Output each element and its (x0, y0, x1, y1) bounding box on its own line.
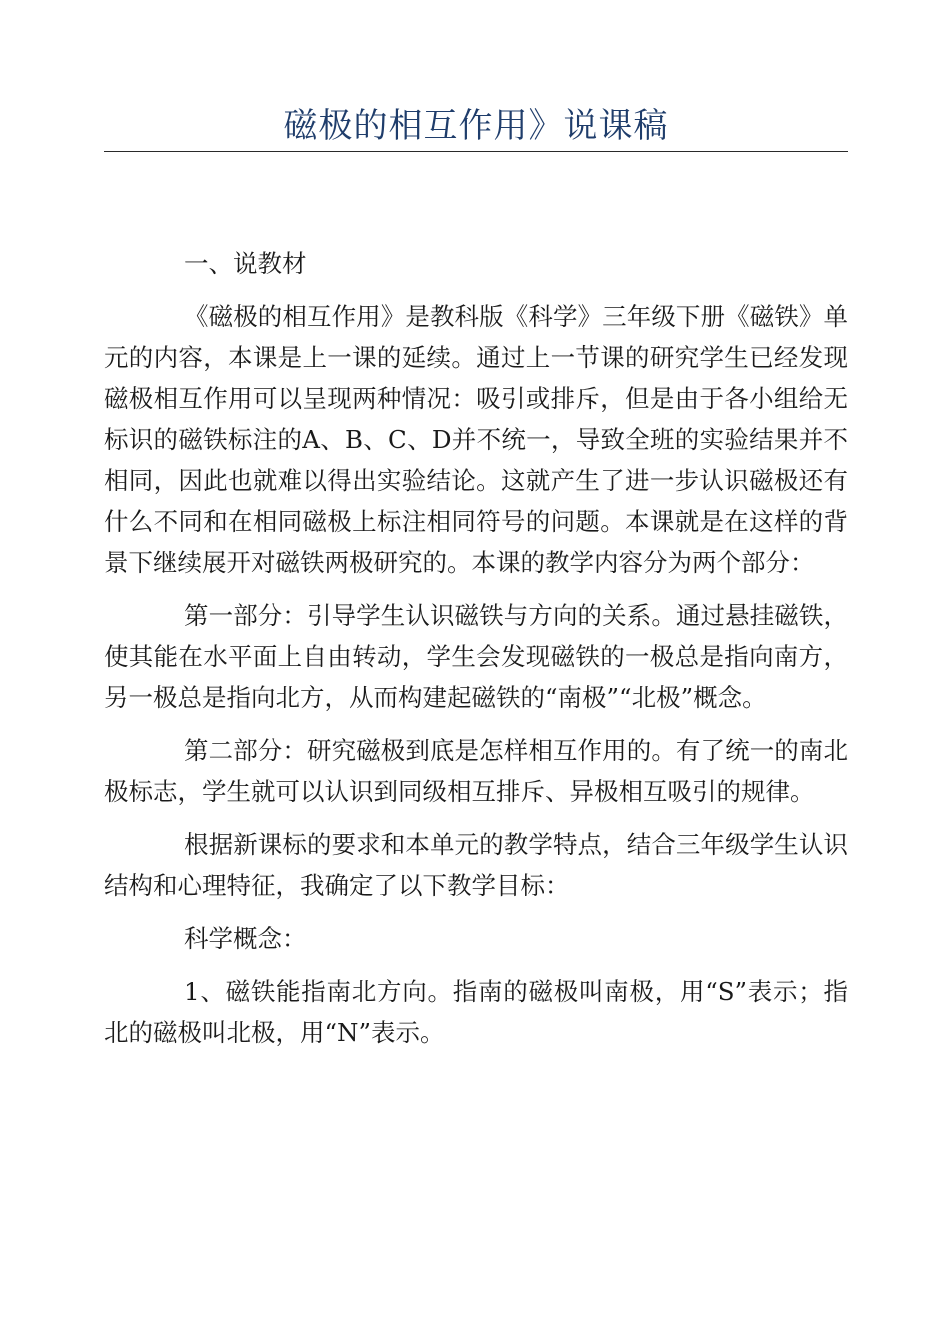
section-heading: 科学概念： (184, 924, 307, 953)
document-title: 磁极的相互作用》说课稿 (283, 106, 669, 146)
paragraph: 第一部分：引导学生认识磁铁与方向的关系。通过悬挂磁铁，使其能在水平面上自由转动，学生会发现磁铁的一极总是指向南方，另一极总是指向北方，从而构建起磁铁的“南极”“北极”概念。 (104, 601, 848, 712)
section-heading: 一、说教材 (184, 249, 307, 278)
paragraph: 第二部分：研究磁极到底是怎样相互作用的。有了统一的南北极标志，学生就可以认识到同级相互排斥、异极相互吸引的规律。 (104, 736, 848, 806)
paragraph: 《磁极的相互作用》是教科版《科学》三年级下册《磁铁》单元的内容，本课是上一课的延续。通过上一节课的研究学生已经发现磁极相互作用可以呈现两种情况：吸引或排斥，但是由于各小组给无标识的磁铁标注的A、B、C、D并不统一，导致全班的实验结果并不相同，因此也就难以得出实验结论。这就产生了进一步认识磁极还有什么不同和在相同磁极上标注相同符号的问题。本课就是在这样的背景下继续展开对磁铁两极研究的。本课的教学内容分为两个部分： (104, 302, 848, 577)
paragraph: 根据新课标的要求和本单元的教学特点，结合三年级学生认识结构和心理特征，我确定了以下教学目标： (104, 830, 848, 900)
paragraph: 1、磁铁能指南北方向。指南的磁极叫南极，用“S”表示；指北的磁极叫北极，用“N”表示。 (104, 977, 848, 1047)
title-underline (104, 151, 848, 152)
document-body (104, 243, 848, 1053)
